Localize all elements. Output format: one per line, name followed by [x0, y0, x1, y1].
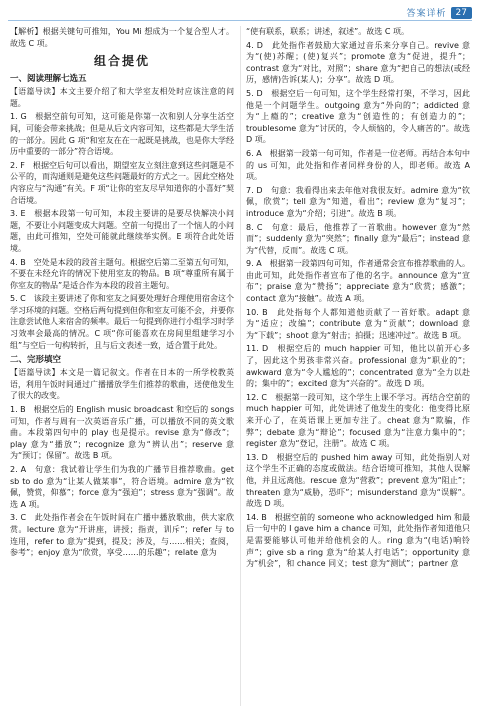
answer-item: “使有联系，联系；讲述，叙述”。故选 C 项。: [246, 27, 409, 36]
answer-item: 2. F 根据空后句可以看出，期望室友立刻注意到这些问题是不公平的，而沟通则是避免这些问题最好的方式之一。因此空格处内容应与“沟通”有关。F 项“让你的室友尽早知道你的小喜好”契合语境。: [10, 160, 234, 205]
answer-item: 5. D 根据空后一句可知，这个学生经常打架，不学习，因此他是一个问题学生。outgoing 意为“外向的”；addicted 意为“上瘾的”；creative 意为“创造性的；有创造力的”；troublesome 意为“讨厌的，令人烦恼的，令人痛苦的”。故选 D 项。: [246, 88, 470, 145]
answer-item: 4. B 空处是本段的段首主题句。根据空后第二至第五句可知，不要在未经允许的情况下使用室友的物品。B 项“尊重所有属于你室友的物品”是适合作为本段的段首主题句。: [10, 257, 234, 290]
page-number: 27: [451, 7, 472, 19]
answer-item: 1. B 根据空后的 English music broadcast 和空后的 songs 可知，作者与周有一次英语音乐广播，可以播放不同的英文歌曲。本段第四句中的 play 也是提示。revise 意为“修改”；play 意为“播放”；recognize 意为“辨认出”；reserve 意为“预订；保留”。故选 B 项。: [10, 405, 234, 461]
answer-item: 7. D 句意：我看得出来去年他对我很友好。admire 意为“钦佩，欣赏”；tell 意为“知道，看出”；review 意为“复习”；introduce 意为“介绍；引进”。故选 B 项。: [246, 185, 470, 218]
header-label: 答案详析: [406, 9, 447, 19]
answer-item: 1. G 根据空前句可知，这可能是你第一次和别人分享生活空间，可能会带来挑战；但是从后文内容可知，这些都是大学生活的一部分。因此 G 项“和室友在在一起既是挑战，也是你大学经历中重要的一部分”符合语境。: [10, 112, 234, 157]
page-header: [407, 6, 472, 19]
answer-item: 5. C 该段主要讲述了你和室友之间要处理好合理使用宿舍这个学习环境的问题。空格后两句提到但你和室友可能不会，并要你注意尝试他人来宿舍的频率。最后一句提到你进行小组学习时学习效率会最高的情况。C 项“你可能喜欢在房间里组建学习小组”与空后一句构转折，且与后文表述一致，适合置于此处。: [10, 294, 234, 350]
part2-guide: 【语篇导读】本文是一篇记叙文。作者在日本的一所学校教英语，利用午饭时间通过广播播放学生们推荐的歌曲，送使他发生了很大的改变。: [10, 368, 234, 401]
part1-title: 一、阅读理解七选五: [10, 74, 87, 85]
answer-item: 3. E 根据本段第一句可知，本段主要讲的是要尽快解决小问题，不要让小问题变成大问题。空前一句提出了一个恼人的小问题，由此可推知，空处可能就此继续举实例。E 项符合此处语境。: [10, 209, 234, 253]
answer-item: 3. C 此处指作者会在午饭时间在广播中播放歌曲，供大家欣赏。lecture 意为“开讲座，讲授；指责，训斥”；refer 与 to 连用，refer to 意为“提到，提及；涉及，与……相关；查阅，参考”；enjoy 意为“欣赏，享受……的乐趣”；relate 意为: [10, 513, 234, 558]
answer-item: 6. A 根据第一段第一句可知，作者是一位老师。再结合本句中的 us 可知，此处指和作者同样身份的人，即老师。故选 A 项。: [246, 148, 470, 182]
part1-guide: 【语篇导读】本文主要介绍了和大学室友相处时应该注意的问题。: [10, 87, 234, 108]
answer-item: 12. C 根据第一段可知，这个学生上课不学习。再结合空前的 much happier 可知，此处讲述了他发生的变化：他变得比原来开心了，在英语课上更加专注了。cheat 意为“欺骗，作弊”；debate 意为“辩论”；focused 意为“注意力集中的”；register 意为“登记，注册”。故选 C 项。: [246, 392, 470, 449]
section-title: 组合提优: [93, 54, 150, 69]
answer-item: 4. D 此处指作者鼓励大家通过音乐来分享自己。revive 意为“(使)苏醒；(使)复兴”；promote 意为“促进，提升”；contrast 意为“对比，对照”；share 意为“把自己的想法(或经历，感情)告诉(某人)；分享”。故选 D 项。: [246, 40, 470, 85]
right-column: [246, 26, 470, 706]
intro-analysis: 【解析】根据关键句可推知，You Mi 想成为一个复合型人才。故选 C 项。: [10, 27, 234, 48]
answer-item: 13. D 根据空后的 pushed him away 可知，此处指别人对这个学生不正确的态度或做法。结合语境可推知，其他人误解他，并且远离他。rescue 意为“营救”；prevent 意为“阻止”；threaten 意为“威胁，恐吓”；misunderstand 意为“误解”。故选 D 项。: [246, 452, 470, 509]
part2-title: 二、完形填空: [10, 355, 62, 366]
answer-item: 11. D 根据空后的 much happier 可知，他比以前开心多了，因此这个男孩非常兴奋。professional 意为“职业的”；awkward 意为“令人尴尬的”；concentrated 意为“全力以赴的；集中的”；excited 意为“兴奋的”。故选 D 项。: [246, 344, 470, 389]
answer-item: 9. A 根据第一段第四句可知，作者通常会宣布推荐歌曲的人。由此可知，此处指作者宣布了他的名字。announce 意为“宣布”；praise 意为“赞扬”；appreciate 意为“欣赏；感激”；contact 意为“接触”。故选 A 项。: [246, 259, 470, 304]
answer-item: 8. C 句意：最后，他推荐了一首歌曲。however 意为“然而”；suddenly 意为“突然”；finally 意为“最后”；instead 意为“代替，反而”。故选 C 项。: [246, 222, 470, 255]
answer-item: 10. B 此处指每个人都知道他贡献了一首好歌。adapt 意为“适应；改编”；contribute 意为“贡献”；download 意为“下载”；shoot 意为“射击；拍摄；迅速冲过”。故选 B 项。: [246, 307, 470, 340]
left-column: [10, 26, 234, 706]
answer-item: 2. A 句意：我试着让学生们为我的广播节目推荐歌曲。get sb to do 意为“让某人做某事”，符合语境。admire 意为“钦佩，赞赏，仰慕”；force 意为“强迫”；stress 意为“强调”。故选 A 项。: [10, 465, 234, 509]
header-rule: [8, 20, 472, 21]
answer-item: 14. B 根据空前的 someone who acknowledged him 和最后一句中的 I gave him a chance 可知，此处指作者知道他只是需要能够认可他并给他机会的人。ring 意为“(电话)响铃声”；give sb a ring 意为“给某人打电话”；opportunity 意为“机会”，和 chance 同义；test 意为“测试”；partner 意: [246, 512, 470, 569]
column-divider: [240, 26, 241, 706]
